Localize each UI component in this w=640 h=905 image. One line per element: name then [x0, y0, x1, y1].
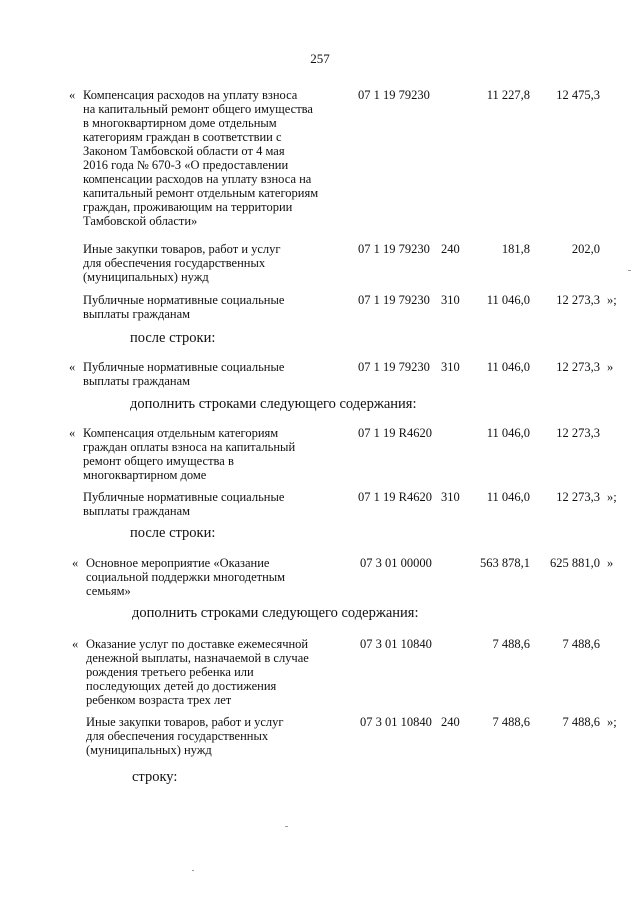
- row-name: « Публичные нормативные социальные выплаты гражданам: [69, 360, 285, 388]
- row-code: 07 1 19 79230: [358, 242, 430, 256]
- row-name: Иные закупки товаров, работ и услуг для обеспечения государственных (муниципальных) нужд: [83, 242, 281, 284]
- page-number: 257: [310, 51, 330, 66]
- row-value-1: 11 227,8: [486, 88, 530, 102]
- row-name: « Основное мероприятие «Оказание социальной поддержки многодетным семьям»: [72, 556, 286, 598]
- row-code: 07 1 19 79230: [358, 360, 430, 374]
- row-name: Публичные нормативные социальные выплаты гражданам: [83, 490, 285, 518]
- row-suffix: »: [607, 556, 614, 570]
- row-value-2: 202,0: [571, 242, 600, 256]
- row-value-1: 11 046,0: [486, 426, 530, 440]
- row-code: 07 1 19 R4620: [358, 490, 432, 504]
- row-vr: 310: [441, 293, 460, 307]
- scan-mark: [192, 870, 194, 871]
- row-value-1: 7 488,6: [492, 637, 530, 651]
- row-name: « Компенсация отдельным категориям граждан оплаты взноса на капитальный ремонт общего имущества в многоквартирном доме: [69, 426, 296, 482]
- row-code: 07 1 19 79230: [358, 293, 430, 307]
- row-value-2: 12 273,3: [556, 293, 600, 307]
- scan-mark: [628, 270, 631, 271]
- row-value-1: 563 878,1: [480, 556, 530, 570]
- row-vr: 240: [441, 715, 460, 729]
- row-value-1: 11 046,0: [486, 293, 530, 307]
- row-code: 07 3 01 00000: [360, 556, 432, 570]
- row-name: « Компенсация расходов на уплату взноса на капитальный ремонт общего имущества в многоквартирном доме отдельным категориям граждан в соответствии с Законом Тамбовской области от 4 мая 2016 года № 670-З «О предоставлении компенсации расходов на уплату взноса на капитальный ремонт отдельным категориям граждан, проживающим на территории Тамбовской области»: [69, 88, 319, 228]
- section-heading: после строки:: [130, 525, 216, 541]
- row-vr: 240: [441, 242, 460, 256]
- section-heading: после строки:: [130, 330, 216, 346]
- row-vr: 310: [441, 360, 460, 374]
- row-value-2: 12 273,3: [556, 360, 600, 374]
- row-suffix: »;: [607, 715, 617, 729]
- open-quote: «: [72, 637, 79, 651]
- row-value-2: 12 273,3: [556, 490, 600, 504]
- row-value-2: 7 488,6: [562, 715, 600, 729]
- row-suffix: »: [607, 360, 614, 374]
- row-value-2: 625 881,0: [550, 556, 600, 570]
- open-quote: «: [69, 360, 76, 374]
- scan-mark: [285, 826, 288, 827]
- row-code: 07 1 19 R4620: [358, 426, 432, 440]
- section-heading: строку:: [132, 769, 178, 785]
- row-name: « Оказание услуг по доставке ежемесячной денежной выплаты, назначаемой в случае рождения третьего ребенка или последующих детей до достижения ребенком возраста трех лет: [72, 637, 309, 707]
- row-vr: 310: [441, 490, 460, 504]
- row-name: Иные закупки товаров, работ и услуг для обеспечения государственных (муниципальных) нужд: [86, 715, 284, 757]
- row-value-2: 12 475,3: [556, 88, 600, 102]
- row-value-1: 181,8: [501, 242, 530, 256]
- section-heading: дополнить строками следующего содержания:: [130, 396, 417, 412]
- row-value-2: 7 488,6: [562, 637, 600, 651]
- row-suffix: »;: [607, 293, 617, 307]
- row-suffix: »;: [607, 490, 617, 504]
- open-quote: «: [72, 556, 79, 570]
- row-code: 07 1 19 79230: [358, 88, 430, 102]
- section-heading: дополнить строками следующего содержания:: [132, 605, 419, 621]
- row-value-1: 11 046,0: [486, 360, 530, 374]
- open-quote: «: [69, 88, 76, 102]
- row-code: 07 3 01 10840: [360, 715, 432, 729]
- row-name: Публичные нормативные социальные выплаты гражданам: [83, 293, 285, 321]
- row-value-1: 11 046,0: [486, 490, 530, 504]
- row-code: 07 3 01 10840: [360, 637, 432, 651]
- row-value-1: 7 488,6: [492, 715, 530, 729]
- open-quote: «: [69, 426, 76, 440]
- row-value-2: 12 273,3: [556, 426, 600, 440]
